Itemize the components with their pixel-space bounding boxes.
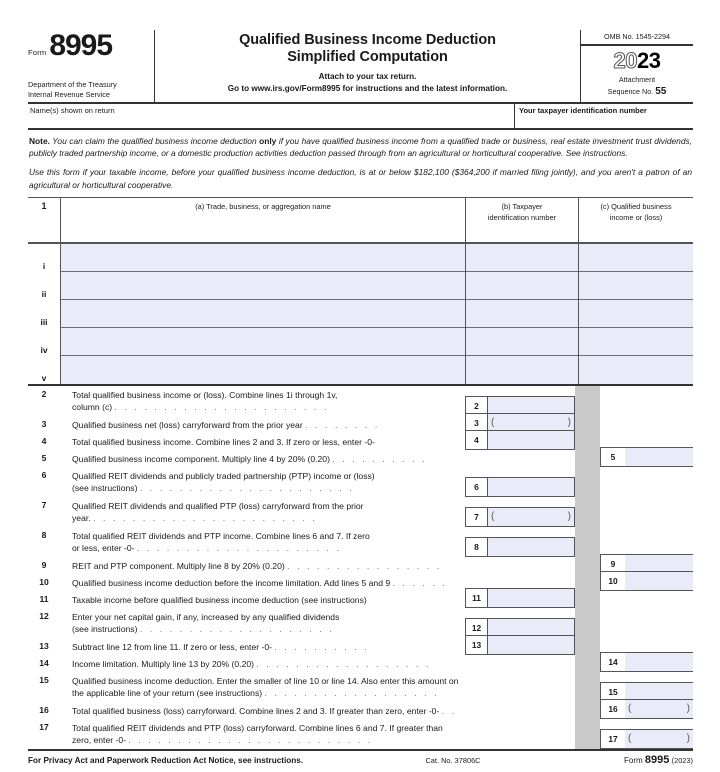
line-amount-cell-left[interactable] xyxy=(465,608,575,638)
amount-box xyxy=(600,652,693,672)
line-leader-dots: . . xyxy=(441,705,457,716)
shaded-column xyxy=(575,416,600,433)
line-leader-dots: . . . . . . . . . . xyxy=(332,453,428,464)
amount-box-field[interactable] xyxy=(625,699,693,719)
line-text-secondary: (see instructions) xyxy=(72,623,138,634)
amount-box-number: 6 xyxy=(466,478,488,496)
table1-cell-tin-value xyxy=(466,272,578,300)
line-text-primary: Total qualified business income. Combine lines 2 and 3. If zero or less, enter -0- xyxy=(72,436,375,447)
line-amount-cell-left[interactable] xyxy=(465,638,575,655)
amount-box-field[interactable] xyxy=(488,431,574,449)
line-amount-cell-right[interactable] xyxy=(600,574,693,591)
lines-section xyxy=(28,386,693,749)
line-amount-cell-right-empty xyxy=(600,497,693,527)
form-title-line-2: Simplified Computation xyxy=(287,48,448,65)
line-number: 14 xyxy=(39,657,49,668)
line-number: 17 xyxy=(39,721,49,732)
line-number: 8 xyxy=(41,529,47,540)
line-text xyxy=(60,433,465,450)
table1-cell-income-value xyxy=(579,300,693,328)
table1-cell-tin[interactable] xyxy=(465,328,578,356)
line-text-primary: Qualified business net (loss) carryforward from the prior year xyxy=(72,419,303,430)
line-leader-dots: . . . . . . . . . . . . . . . . . . xyxy=(264,687,440,698)
attachment-seq-label: Sequence No. xyxy=(607,86,654,96)
table1-col-a-header xyxy=(60,198,465,242)
form-title-line-1: Qualified Business Income Deduction xyxy=(239,32,496,48)
paren-close: ) xyxy=(567,417,571,429)
line-number: 4 xyxy=(41,435,47,446)
form-label: Form xyxy=(28,47,47,57)
table1-cell-tin[interactable] xyxy=(465,356,578,384)
line-text xyxy=(60,574,465,591)
footer-form-year: (2023) xyxy=(671,755,693,765)
privacy-act-notice: For Privacy Act and Paperwork Reduction Act Notice, see instructions. xyxy=(28,755,304,765)
line-text xyxy=(60,497,465,527)
table1-col-a-label: (a) Trade, business, or aggregation name xyxy=(195,202,331,212)
line-number: 5 xyxy=(41,452,47,463)
amount-box xyxy=(600,699,693,719)
form-line xyxy=(28,608,693,638)
table1-cell-name[interactable] xyxy=(60,356,465,384)
table1-cell-income[interactable] xyxy=(578,328,693,356)
shaded-column xyxy=(575,527,600,557)
amount-box xyxy=(465,477,575,497)
shaded-column xyxy=(575,591,600,608)
line-amount-cell-left-empty xyxy=(465,450,575,467)
line-text-secondary: (see instructions) xyxy=(72,482,138,493)
shaded-column xyxy=(575,450,600,467)
line-amount-cell-left[interactable] xyxy=(465,467,575,497)
header-left-block xyxy=(28,30,154,102)
line-text xyxy=(60,608,465,638)
line-amount-cell-right-empty xyxy=(600,608,693,638)
line-text-primary: REIT and PTP component. Multiply line 8 by 20% (0.20) xyxy=(72,560,285,571)
table1-cell-tin-value xyxy=(466,328,578,356)
table1-cell-name[interactable] xyxy=(60,272,465,300)
line-leader-dots: . . . . . . . . . . . . . . . . . . xyxy=(256,658,431,669)
line-leader-dots: . . . . . . . . . . . . . . . . . . . . . xyxy=(136,542,342,553)
table-row xyxy=(28,328,693,356)
line-number: 9 xyxy=(41,559,47,570)
form-line xyxy=(28,557,693,574)
identification-row xyxy=(28,104,693,128)
table1-col-c-label-2: income or (loss) xyxy=(609,212,663,222)
tax-year xyxy=(581,50,693,72)
amount-box-number: 13 xyxy=(466,636,488,654)
line-text-secondary: zero, enter -0- xyxy=(72,734,126,745)
amount-box-number: 4 xyxy=(466,431,488,449)
line-text-primary: Qualified business income component. Multiply line 4 by 20% (0.20) xyxy=(72,453,330,464)
amount-box xyxy=(600,447,693,467)
line-text xyxy=(60,450,465,467)
amount-box-number: 9 xyxy=(600,554,625,574)
tax-year-suffix: 23 xyxy=(637,48,661,73)
use-form-paragraph: Use this form if your taxable income, before your qualified business income deduction, is at or below $182,100 ($364,200 if married filing jointly), and you aren't a patron of an agricultural or horticultural cooperative. xyxy=(29,167,692,190)
line-text xyxy=(60,638,465,655)
line-amount-cell-left-empty xyxy=(465,672,575,702)
line-text xyxy=(60,416,465,433)
form-line xyxy=(28,433,693,450)
table1-cell-tin-value xyxy=(466,244,578,272)
amount-box-field[interactable] xyxy=(488,508,574,526)
form-line xyxy=(28,591,693,608)
amount-box-field[interactable] xyxy=(625,729,693,749)
note-paragraph xyxy=(29,135,692,159)
attach-instruction: Attach to your tax return. xyxy=(318,72,417,82)
line-amount-cell-left[interactable] xyxy=(465,527,575,557)
form-line xyxy=(28,527,693,557)
attachment-seq-number: 55 xyxy=(655,85,667,97)
form-8995 xyxy=(28,30,693,766)
line-text-secondary: year. xyxy=(72,512,91,523)
form-number-block xyxy=(28,30,154,61)
amount-box-number: 11 xyxy=(466,589,488,607)
table1-cell-income[interactable] xyxy=(578,272,693,300)
line-leader-dots: . . . . . . . . xyxy=(305,419,380,430)
line-number: 16 xyxy=(39,704,49,715)
goto-url-instruction[interactable]: Go to www.irs.gov/Form8995 for instructions and the latest information. xyxy=(227,84,508,94)
line-amount-cell-right[interactable] xyxy=(600,719,693,749)
shaded-column xyxy=(575,574,600,591)
amount-box xyxy=(600,571,693,591)
line-number: 11 xyxy=(39,593,49,604)
department-line-2: Internal Revenue Service xyxy=(28,90,110,100)
table-row xyxy=(28,272,693,300)
table1-cell-tin[interactable] xyxy=(465,244,578,272)
amount-box xyxy=(465,635,575,655)
shaded-column xyxy=(575,719,600,749)
department-text xyxy=(28,80,117,100)
shaded-column xyxy=(575,608,600,638)
line-leader-dots: . . . . . . . . . . . . . . . . xyxy=(287,560,442,571)
header-omb-block xyxy=(581,30,693,102)
form-footer xyxy=(28,751,693,766)
line-text xyxy=(60,719,465,749)
line-amount-cell-left[interactable] xyxy=(465,386,575,416)
line-amount-cell-right[interactable] xyxy=(600,702,693,719)
line-leader-dots: . . . . . . . . . . . . . . . . . . . . . . xyxy=(139,482,355,493)
header-title-block xyxy=(155,30,580,102)
department-line-1: Department of the Treasury xyxy=(28,80,117,90)
paren-open: ( xyxy=(491,511,495,523)
amount-box-field[interactable] xyxy=(488,636,574,654)
amount-box-field[interactable] xyxy=(488,538,574,556)
line-leader-dots: . . . . . . . . . . xyxy=(274,641,370,652)
line-text-secondary: the applicable line of your return (see instructions) xyxy=(72,687,263,698)
line-number: 2 xyxy=(41,388,47,399)
table1-col-b-header xyxy=(465,198,578,242)
line-leader-dots: . . . . . . . . . . . . . . . . . . . . . . xyxy=(114,401,329,412)
shaded-column xyxy=(575,638,600,655)
table1-cell-income-value xyxy=(579,272,693,300)
shaded-column xyxy=(575,467,600,497)
paren-close: ) xyxy=(686,703,690,715)
table1-cell-income[interactable] xyxy=(578,244,693,272)
line-number: 6 xyxy=(41,469,47,480)
taxpayer-id-field[interactable] xyxy=(515,104,693,128)
amount-box-number: 8 xyxy=(466,538,488,556)
notes-section xyxy=(28,130,693,197)
form-line xyxy=(28,702,693,719)
line-number: 15 xyxy=(39,674,49,685)
shaded-column xyxy=(575,672,600,702)
table1-cell-income-value xyxy=(579,244,693,272)
catalog-number: Cat. No. 37806C xyxy=(425,755,481,765)
table1-cell-tin-value xyxy=(466,356,578,384)
line-amount-cell-left-empty xyxy=(465,719,575,749)
table1-cell-name-value xyxy=(61,272,465,300)
line-amount-cell-left[interactable] xyxy=(465,433,575,450)
line-text-primary: Qualified REIT dividends and qualified PTP (loss) carryforward from the prior xyxy=(72,500,364,511)
amount-box-number: 3 xyxy=(466,414,488,432)
line-leader-dots: . . . . . . . . . . . . . . . . . . . . . . . xyxy=(93,512,318,523)
shaded-column xyxy=(575,433,600,450)
line-text-primary: Total qualified REIT dividends and PTP (loss) carryforward. Combine lines 6 and 7. If greater than xyxy=(72,722,443,733)
line-text-primary: Qualified business income deduction before the income limitation. Add lines 5 and 9 xyxy=(72,577,391,588)
amount-box xyxy=(465,537,575,557)
line-text xyxy=(60,557,465,574)
line-amount-cell-right-empty xyxy=(600,416,693,433)
table1-cell-name-value xyxy=(61,244,465,272)
line-leader-dots: . . . . . . . . . . . . . . . . . . . . xyxy=(139,623,335,634)
table1-cell-income[interactable] xyxy=(578,356,693,384)
form-line xyxy=(28,655,693,672)
line-amount-cell-left[interactable] xyxy=(465,497,575,527)
amount-box-field[interactable] xyxy=(488,478,574,496)
line-number: 7 xyxy=(41,499,47,510)
table1-col-b-label-1: (b) Taxpayer xyxy=(501,202,543,212)
name-field-label: Name(s) shown on return xyxy=(30,106,115,115)
form-line xyxy=(28,450,693,467)
line-text xyxy=(60,467,465,497)
line-text-primary: Total qualified business (loss) carryforward. Combine lines 2 and 3. If greater than zero, enter -0- xyxy=(72,705,440,716)
amount-box xyxy=(465,430,575,450)
line-text xyxy=(60,386,465,416)
note-text-part-2: if you have qualified business income from a qualified trade or business, real estate investment trust dividends, publicly traded partnership income, or a domestic production activities deduction passed through from an agricultural or horticultural cooperative. See instructions. xyxy=(29,136,692,159)
table1-col-b-label-2: identification number xyxy=(487,212,557,222)
amount-box xyxy=(600,729,693,749)
name-field[interactable] xyxy=(28,104,515,128)
form-line xyxy=(28,672,693,702)
table1-cell-name[interactable] xyxy=(60,300,465,328)
line-number: 3 xyxy=(41,418,47,429)
line-leader-dots: . . . . . . xyxy=(392,577,448,588)
attachment-label: Attachment xyxy=(618,75,656,84)
amount-box-number: 15 xyxy=(600,682,625,702)
shaded-column xyxy=(575,557,600,574)
table1-rows xyxy=(28,244,693,384)
table1-header-row xyxy=(28,198,693,242)
form-line xyxy=(28,719,693,749)
table1-cell-name-value xyxy=(61,328,465,356)
line-amount-cell-left-empty xyxy=(465,557,575,574)
line-amount-cell-left-empty xyxy=(465,655,575,672)
line-text-primary: Enter your net capital gain, if any, increased by any qualified dividends xyxy=(72,611,340,622)
line-amount-cell-right-empty xyxy=(600,386,693,416)
table1-cell-income-value xyxy=(579,328,693,356)
note-emphasis-only: only xyxy=(259,136,277,146)
form-line xyxy=(28,386,693,416)
form-line xyxy=(28,467,693,497)
amount-box-number: 2 xyxy=(466,397,488,415)
taxpayer-id-label: Your taxpayer identification number xyxy=(519,106,647,115)
table1-cell-income-value xyxy=(579,356,693,384)
paren-open: ( xyxy=(491,417,495,429)
table1-cell-tin-value xyxy=(466,300,578,328)
table1-col-c-header xyxy=(578,198,693,242)
line-text-primary: Income limitation. Multiply line 13 by 20% (0.20) xyxy=(72,658,254,669)
table1-cell-name[interactable] xyxy=(60,328,465,356)
line-amount-cell-right-empty xyxy=(600,467,693,497)
line-text xyxy=(60,527,465,557)
footer-form-label: Form xyxy=(624,755,643,765)
line-text-secondary: column (c) xyxy=(72,401,113,412)
line-text xyxy=(60,655,465,672)
table1-cell-income[interactable] xyxy=(578,300,693,328)
form-line xyxy=(28,416,693,433)
amount-box-number: 7 xyxy=(466,508,488,526)
line-text-primary: Total qualified business income or (loss). Combine lines 1i through 1v, xyxy=(72,389,338,400)
line-text-secondary: or less, enter -0- xyxy=(72,542,135,553)
table1-col-c-label-1: (c) Qualified business xyxy=(600,202,672,212)
line-text xyxy=(60,672,465,702)
table-row xyxy=(28,300,693,328)
line-number: 10 xyxy=(39,576,49,587)
amount-box-number: 12 xyxy=(466,619,488,637)
line-text-primary: Taxable income before qualified business income deduction (see instructions) xyxy=(72,594,367,605)
footer-form-id xyxy=(543,754,693,766)
table1-row-numeral: v xyxy=(41,372,47,383)
amount-box xyxy=(465,507,575,527)
line-amount-cell-right-empty xyxy=(600,591,693,608)
amount-box-number: 16 xyxy=(600,699,625,719)
table1-cell-tin[interactable] xyxy=(465,300,578,328)
line-text-primary: Subtract line 12 from line 11. If zero or less, enter -0- xyxy=(72,641,272,652)
table1-cell-name-value xyxy=(61,356,465,384)
form-line xyxy=(28,638,693,655)
form-number: 8995 xyxy=(49,29,113,62)
paren-close: ) xyxy=(686,733,690,745)
amount-box-number: 5 xyxy=(600,447,625,467)
amount-box-number: 10 xyxy=(600,571,625,591)
amount-box-number: 14 xyxy=(600,652,625,672)
table1-row-numeral: ii xyxy=(41,288,47,299)
amount-box-field[interactable] xyxy=(625,652,693,672)
amount-box-field[interactable] xyxy=(488,589,574,607)
tax-year-prefix: 20 xyxy=(613,48,637,73)
paren-open: ( xyxy=(628,733,632,745)
note-text-part-1: You can claim the qualified business income deduction xyxy=(49,136,260,146)
attachment-sequence xyxy=(581,75,693,98)
line-amount-cell-left-empty xyxy=(465,702,575,719)
amount-box-field[interactable] xyxy=(625,571,693,591)
table1-row-numeral: iii xyxy=(40,316,48,327)
paren-open: ( xyxy=(628,703,632,715)
line-amount-cell-left[interactable] xyxy=(465,591,575,608)
line-text-primary: Total qualified REIT dividends and PTP income. Combine lines 6 and 7. If zero xyxy=(72,530,370,541)
table-row xyxy=(28,244,693,272)
form-line xyxy=(28,497,693,527)
paren-close: ) xyxy=(567,511,571,523)
line-text-primary: Qualified business income deduction. Enter the smaller of line 10 or line 14. Also enter this amount on xyxy=(72,675,459,686)
shaded-column xyxy=(575,702,600,719)
table1-row-numeral: i xyxy=(42,260,46,271)
table1-cell-name[interactable] xyxy=(60,244,465,272)
footer-form-number: 8995 xyxy=(644,753,670,766)
amount-box-field[interactable] xyxy=(625,447,693,467)
table-row xyxy=(28,356,693,384)
shaded-column xyxy=(575,497,600,527)
shaded-column xyxy=(575,655,600,672)
note-label: Note. xyxy=(29,136,50,146)
line-text xyxy=(60,591,465,608)
line-leader-dots: . . . . . . . . . . . . . . . . . . . . . . . . . xyxy=(128,734,373,745)
table1-line-number: 1 xyxy=(41,201,47,212)
line-amount-cell-right[interactable] xyxy=(600,672,693,702)
line-text-primary: Qualified REIT dividends and publicly traded partnership (PTP) income or (loss) xyxy=(72,470,375,481)
line-amount-cell-right[interactable] xyxy=(600,655,693,672)
line-amount-cell-right-empty xyxy=(600,527,693,557)
table1-cell-name-value xyxy=(61,300,465,328)
form-line xyxy=(28,574,693,591)
table1-cell-tin[interactable] xyxy=(465,272,578,300)
line-number: 13 xyxy=(39,640,49,651)
amount-box-number: 17 xyxy=(600,729,625,749)
line-text xyxy=(60,702,465,719)
omb-number: OMB No. 1545-2294 xyxy=(581,30,693,46)
line-number: 12 xyxy=(39,610,49,621)
shaded-column xyxy=(575,386,600,416)
form-header xyxy=(28,30,693,102)
table1-row-numeral: iv xyxy=(40,344,48,355)
amount-box xyxy=(465,588,575,608)
line-amount-cell-right[interactable] xyxy=(600,450,693,467)
